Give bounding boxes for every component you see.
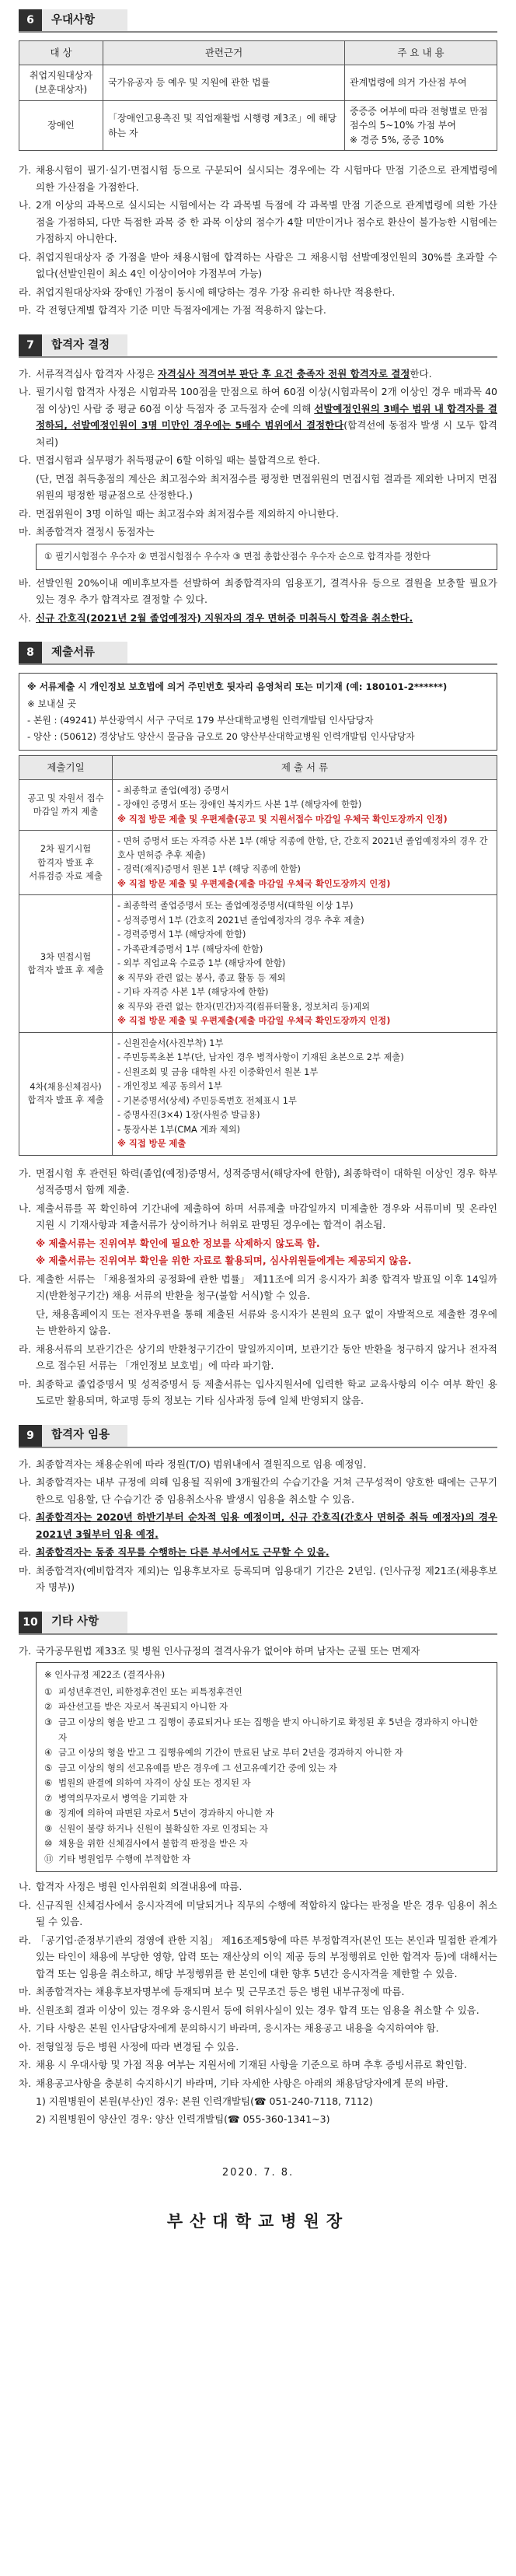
issuer-signature: 부산대학교병원장 [166, 2211, 350, 2231]
list-item: 나. 합격자 사정은 병원 인사위원회 의결내용에 따름. [19, 1881, 242, 1893]
section-9-items [19, 1456, 497, 1596]
table-header: 대 상 [19, 41, 103, 65]
preference-table [19, 40, 497, 151]
list-item: 가. 국가공무원법 제33조 및 병원 인사규정의 결격사유가 없어야 하며 남자는 군필 또는 면제자 [19, 1644, 420, 1657]
submission-address-box: ※ 서류제출 시 개인정보 보호법에 의거 주민번호 뒷자리 음영처리 또는 미기재 (예: 180101-2******) ※ 보내실 곳 - 본원 : (49241) 부산광역시 서구 구덕로 179 부산대학교병원 인력개발팀 인사담당자 - 양산 : (50612) 경상남도 양산시 물금읍 금오로 20 양산부산대학교병원 인력개발팀 인사담당자 [19, 673, 497, 751]
section-number: 7 [19, 334, 42, 356]
list-item: 마. 최종합격자(예비합격자 제외)는 임용후보자로 등록되며 임용대기 기간은 2년임. (인사규정 제21조(채용후보자 명부)) [19, 1564, 497, 1594]
table-row [19, 65, 497, 100]
section-8-header [19, 642, 497, 665]
list-item: ⑩ 채용을 위한 신체검사에서 불합격 판정을 받은 자 [44, 1838, 249, 1850]
section-6-header [19, 9, 497, 33]
list-item: 가. 최종합격자는 채용순위에 따라 정원(T/O) 범위내에서 결원직으로 임용 예정임. [19, 1458, 367, 1470]
list-item: 가. 면접시험 후 관련된 학력(졸업(예정)증명서, 성적증명서(해당자에 한함), 최종학력이 대학원 이상인 경우 학부성적증명서 함께 제출. [19, 1167, 497, 1196]
table-header: 제 출 서 류 [113, 756, 497, 780]
list-item: ⑤ 금고 이상의 형의 선고유예를 받은 경우에 그 선고유예기간 중에 있는 자 [44, 1762, 337, 1773]
table-cell: 국가유공자 등 예우 및 지원에 관한 법률 [103, 65, 345, 100]
section-number: 8 [19, 642, 42, 663]
section-title: 제출서류 [42, 642, 497, 663]
list-item: ④ 금고 이상의 형을 받고 그 집행유예의 기간이 만료된 날로 부터 2년을 경과하지 아니한 자 [44, 1747, 403, 1759]
list-item: 라. 취업지원대상자와 장애인 가점이 동시에 해당하는 경우 가장 유리한 하나만 적용한다. [19, 285, 396, 298]
disqualification-box: ※ 인사규정 제22조 (결격사유) ① 피성년후견인, 피한정후견인 또는 피특정후견인 ② 파산선고를 받은 자로서 복권되지 아니한 자 ③ 금고 이상의 형을 받고 그 집행이 종료되거나 또는 집행을 받지 아니하기로 확정된 후 5년을 경과하지 아니한 자 ④ 금고 이상의 형을 받고 그 집행유예의 기간이 만료된 날로 부터 2년을 경과하지 아니한 자 ⑤ 금고 이상의 형의 선고유예를 받은 경우에 그 선고유예기간 중에 있는 자 ⑥ 법원의 판결에 의하여 자격이 상실 또는 정지된 자 ⑦ 병역의무자로서 병역을 기피한 자 ⑧ 징계에 의하여 파면된 자로서 5년이 경과하지 아니한 자 ⑨ 신원이 불량 하거나 신원이 불확실한 자로 인정되는 자 ⑩ 채용을 위한 신체검사에서 불합격 판정을 받은 자 ⑪ 기타 병원업무 수행에 부적합한 자 [36, 1662, 497, 1872]
list-item: ⑨ 신원이 불량 하거나 신원이 불확실한 자로 인정되는 자 [44, 1822, 268, 1834]
list-item: 나. 2개 이상의 과목으로 실시되는 시험에서는 각 과목별 득점에 각 과목별 만점 기준으로 관계법령에 의한 가산점을 가점하되, 다만 득점한 과목 중 한 과목 이상의 점수가 4할 미만이거나 점수로 환산이 불가능한 시험에는 가점하지 아니한다. [19, 199, 497, 245]
section-title: 우대사항 [42, 9, 497, 31]
note: ※ 제출서류는 진위여부 확인에 필요한 정보를 삭제하지 않도록 함. [36, 1237, 320, 1249]
list-item: ③ 금고 이상의 형을 받고 그 집행이 종료되거나 또는 집행을 받지 아니하기로 확정된 후 5년을 경과하지 아니한 자 [44, 1717, 478, 1743]
documents-table [19, 755, 497, 1156]
table-cell: - 최종학력 졸업증명서 또는 졸업예정증명서(대학원 이상 1부) - 성적증명서 1부 (간호직 2021년 졸업예정자의 경우 추후 제출) - 경력증명서 1부 (해당자에 한함) - 가족관계증명서 1부 (해당자에 한함) - 외부 직업교육 수료증 1부 (해당자에 한함) ※ 직무와 관련 없는 봉사, 종교 활동 등 제외 - 기타 자격증 사본 1부 (해당자에 한함) ※ 직무와 관련 없는 한자(민간)자격(컴퓨터활용, 정보처리 등)제외 ※ 직접 방문 제출 및 우편제출(제출 마감일 우체국 확인도장까지 인정) [113, 895, 497, 1033]
table-cell: - 면허 증명서 또는 자격증 사본 1부 (해당 직종에 한함, 단, 간호직 2021년 졸업예정자의 경우 간호사 면허증 추후 제출) - 경력(재직)증명서 원본 1부 (해당 직종에 한함) ※ 직접 방문 제출 및 우편제출(제출 마감일 우체국 확인도장까지 인정) [113, 831, 497, 895]
list-item: (단, 면접 취득총점의 계산은 최고점수와 최저점수를 평정한 면접위원의 면접시험 결과를 제외한 나머지 면접위원의 평정한 평균점으로 산정한다.) [36, 472, 497, 502]
list-item: 가. 채용시험이 필기·실기·면접시험 등으로 구분되어 실시되는 경우에는 각 시험마다 만점 기준으로 관계법령에 의한 가산점을 가점한다. [19, 164, 497, 193]
section-10-header [19, 1612, 497, 1635]
list-item: ① 피성년후견인, 피한정후견인 또는 피특정후견인 [44, 1685, 242, 1697]
section-10-items [19, 1643, 497, 2128]
list-item: ⑪ 기타 병원업무 수행에 부적합한 자 [44, 1853, 191, 1864]
table-cell: 2차 필기시험 합격자 발표 후 서류검증 자료 제출 [19, 831, 113, 895]
table-header: 주 요 내 용 [345, 41, 497, 65]
section-title: 합격자 임용 [42, 1425, 497, 1447]
list-item: 마. 최종합격자 결정시 동점자는 [19, 526, 155, 538]
table-header: 관련근거 [103, 41, 345, 65]
table-cell: 취업지원대상자 (보훈대상자) [19, 65, 103, 100]
section-title: 합격자 결정 [42, 334, 497, 356]
table-row [19, 895, 497, 1033]
list-item: 마. 각 전형단계별 합격자 기준 미만 득점자에게는 가점 적용하지 않는다. [19, 304, 326, 317]
announcement-date: 2020. 7. 8. [221, 2167, 295, 2179]
list-item: 바. 신원조회 결과 이상이 있는 경우와 응시원서 등에 허위사실이 있는 경우 합격 또는 임용을 취소할 수 있음. [19, 2004, 479, 2016]
list-item: 나. 최종합격자는 내부 규정에 의해 임용될 직위에 3개월간의 수습기간을 거쳐 근무성적이 양호한 때에는 근무기한으로 임용할, 단 수습기간 중 임용취소사유 발생시 임용을 취소할 수 있음. [19, 1476, 497, 1505]
list-item: ⑦ 병역의무자로서 병역을 기피한 자 [44, 1792, 188, 1804]
section-9-header [19, 1425, 497, 1448]
table-header: 제출기일 [19, 756, 113, 780]
list-item: 사. 신규 간호직(2021년 2월 졸업예정자) 지원자의 경우 면허증 미취득시 합격을 취소한다. [19, 611, 413, 624]
table-cell: 4차(채용신체검사) 합격자 발표 후 제출 [19, 1032, 113, 1155]
table-cell: - 최종학교 졸업(예정) 증명서 - 장애인 증명서 또는 장애인 복지카드 사본 1부 (해당자에 한함) ※ 직접 방문 제출 및 우편제출(공고 및 지원서접수 마감일 우체국 확인도장까지 인정) [113, 779, 497, 831]
list-item: 나. 제출서류를 꼭 확인하여 기간내에 제출하여 하며 서류제출 마감일까지 미제출한 경우와 서류미비 및 온라인 지원 시 기재사항과 제출서류가 상이하거나 허위로 판명된 경우에는 합격이 취소됨. [19, 1202, 497, 1231]
list-item: 자. 채용 시 우대사항 및 가점 적용 여부는 지원서에 기재된 사항을 기준으로 하며 추후 증빙서류로 확인함. [19, 2059, 467, 2071]
list-item: 라. 채용서류의 보관기간은 상기의 반환청구기간이 말일까지이며, 보관기간 동안 반환을 청구하지 않거나 전자적으로 접수된 서류는 「개인정보 보호법」에 따라 파기함. [19, 1342, 497, 1372]
list-item: 다. 제출한 서류는 「채용절차의 공정화에 관한 법률」 제11조에 의거 응시자가 최종 합격자 발표일 이후 14일까지(반환청구기간) 채용 서류의 반환을 청구(불합 서식)할 수 있음. [19, 1272, 497, 1302]
table-row [19, 1032, 497, 1155]
contact-line: 1) 지원병원이 본원(부산)인 경우: 본원 인력개발팀(☎ 051-240-7118, 7112) [36, 2095, 373, 2108]
list-item: 라. 면접위원이 3명 이하일 때는 최고점수와 최저점수를 제외하지 아니한다. [19, 507, 339, 520]
list-item: ⑥ 법원의 판결에 의하여 자격이 상실 또는 정지된 자 [44, 1777, 251, 1789]
list-item: 차. 채용공고사항을 충분히 숙지하시기 바라며, 기타 자세한 사항은 아래의 채용담당자에게 문의 바람. [19, 2077, 448, 2089]
list-item: 마. 최종학교 졸업증명서 및 성적증명서 등 제출서류는 입사지원서에 입력한 학교 교육사항의 이수 여부 확인 용도로만 활용되며, 학교명 등의 정보는 기타 심사과정 등에 일체 반영되지 않음. [19, 1377, 497, 1407]
list-item: 바. 선발인원 20%이내 예비후보자를 선발하여 최종합격자의 임용포기, 결격사유 등으로 결원을 보충할 필요가 있는 경우 추가 합격자로 결정할 수 있다. [19, 576, 497, 606]
table-cell: 3차 면접시험 합격자 발표 후 제출 [19, 895, 113, 1033]
note: ※ 제출서류는 진위여부 확인을 위한 자료로 활용되며, 심사위원들에게는 제공되지 않음. [36, 1255, 412, 1267]
table-row [19, 779, 497, 831]
list-item: 다. 신규직원 신체검사에서 응시자격에 미달되거나 직무의 수행에 적합하지 않다는 판정을 받은 경우 임용이 취소될 수 있음. [19, 1899, 497, 1928]
list-item: 다. 최종합격자는 2020년 하반기부터 순차적 임용 예정이며, 신규 간호직(간호사 면허증 취득 예정자)의 경우 2021년 3월부터 임용 예정. [19, 1511, 497, 1540]
table-cell: 관계법령에 의거 가산점 부여 [345, 65, 497, 100]
section-7-header [19, 334, 497, 358]
table-cell: 장애인 [19, 100, 103, 151]
section-6-items [19, 162, 497, 319]
list-item: ② 파산선고를 받은 자로서 복권되지 아니한 자 [44, 1701, 228, 1713]
section-title: 기타 사항 [42, 1612, 497, 1633]
list-item: 가. 서류적격심사 합격자 사정은 자격심사 적격여부 판단 후 요건 충족자 전원 합격자로 결정한다. [19, 367, 432, 380]
list-item: 라. 「공기업·준정부기관의 경영에 관한 지침」 제16조제5항에 따른 부정합격자(본인 또는 본인과 밀접한 관계가 있는 타인이 채용에 부당한 영향, 압력 또는 재산상의 이익 제공 등의 부정행위로 인한 합격자 등)에 대해서는 합격 또는 임용을 취소하고, 해당 부정행위를 한 본인에 대한 향후 5년간 응시자격을 제한할 수 있음. [19, 1934, 497, 1979]
contact-line: 2) 지원병원이 양산인 경우: 양산 인력개발팀(☎ 055-360-1341~3) [36, 2112, 330, 2125]
table-cell: - 신원진술서(사진부착) 1부 - 주민등록초본 1부(단, 남자인 경우 병적사항이 기재된 초본으로 2부 제출) - 신원조회 및 금융 대학원 사진 이중확인서 원본 1부 - 개인정보 제공 동의서 1부 - 기본증명서(상세) 주민등록번호 전체표시 1부 - 증명사진(3×4) 1장(사원증 발급용) - 통장사본 1부(CMA 계좌 제외) ※ 직접 방문 제출 [113, 1032, 497, 1155]
list-item: ⑧ 징계에 의하여 파면된 자로서 5년이 경과하지 아니한 자 [44, 1808, 274, 1819]
list-item: 라. 최종합격자는 동종 직무를 수행하는 다른 부서에서도 근무할 수 있음. [19, 1546, 329, 1559]
list-item: 아. 전형일정 등은 병원 사정에 따라 변경될 수 있음. [19, 2040, 239, 2053]
table-cell: 공고 및 자원서 접수 마감일 까지 제출 [19, 779, 113, 831]
table-cell: 중증증 여부에 따라 전형별로 만점 점수의 5~10% 가점 부여 ※ 경증 5%, 중증 10% [345, 100, 497, 151]
list-item: 사. 기타 사항은 본원 인사담당자에게 문의하시기 바라며, 응시자는 채용공고 내용을 숙지하여야 함. [19, 2022, 439, 2035]
list-item: 다. 면접시험과 실무평가 취득평균이 6할 이하일 때는 불합격으로 한다. [19, 454, 320, 467]
section-number: 6 [19, 9, 42, 31]
table-row [19, 100, 497, 151]
list-item: 나. 필기시험 합격자 사정은 시험과목 100점을 만점으로 하여 60점 이상(시험과목이 2개 이상인 경우 매과목 40점 이상)인 사람 중 평균 60점 이상 득점자 중 고득점자 순에 의해 선발예정인원의 3배수 범위 내 합격자를 결정하되, 선발예정인원이 3명 미만인 경우에는 5배수 범위에서 결정한다(합격선에 동점자 발생 시 모두 합격처리) [19, 386, 497, 448]
section-8-items [19, 1165, 497, 1409]
list-item: 다. 취업지원대상자 중 가점을 받아 채용시험에 합격하는 사람은 그 채용시험 선발예정인원의 30%를 초과할 수 없다(선발인원이 최소 4인 이상이어야 가점부여 가능) [19, 250, 497, 280]
list-item: 단, 채용홈페이지 또는 전자우편을 통해 제출된 서류와 응시자가 본원의 요구 없이 자발적으로 제출한 경우에는 반환하지 않음. [36, 1307, 497, 1337]
section-number: 9 [19, 1425, 42, 1447]
table-cell: 「장애인고용촉진 및 직업재활법 시행령 제3조」에 해당하는 자 [103, 100, 345, 151]
section-number: 10 [19, 1612, 42, 1633]
tie-break-box: ① 필기시험점수 우수자 ② 면접시험점수 우수자 ③ 면접 총합산점수 우수자 순으로 합격자를 정한다 [36, 544, 497, 570]
section-7-items [19, 366, 497, 626]
table-row [19, 831, 497, 895]
list-item: 마. 최종합격자는 채용후보자명부에 등재되며 보수 및 근무조건 등은 병원 내부규정에 따름. [19, 1986, 405, 1998]
